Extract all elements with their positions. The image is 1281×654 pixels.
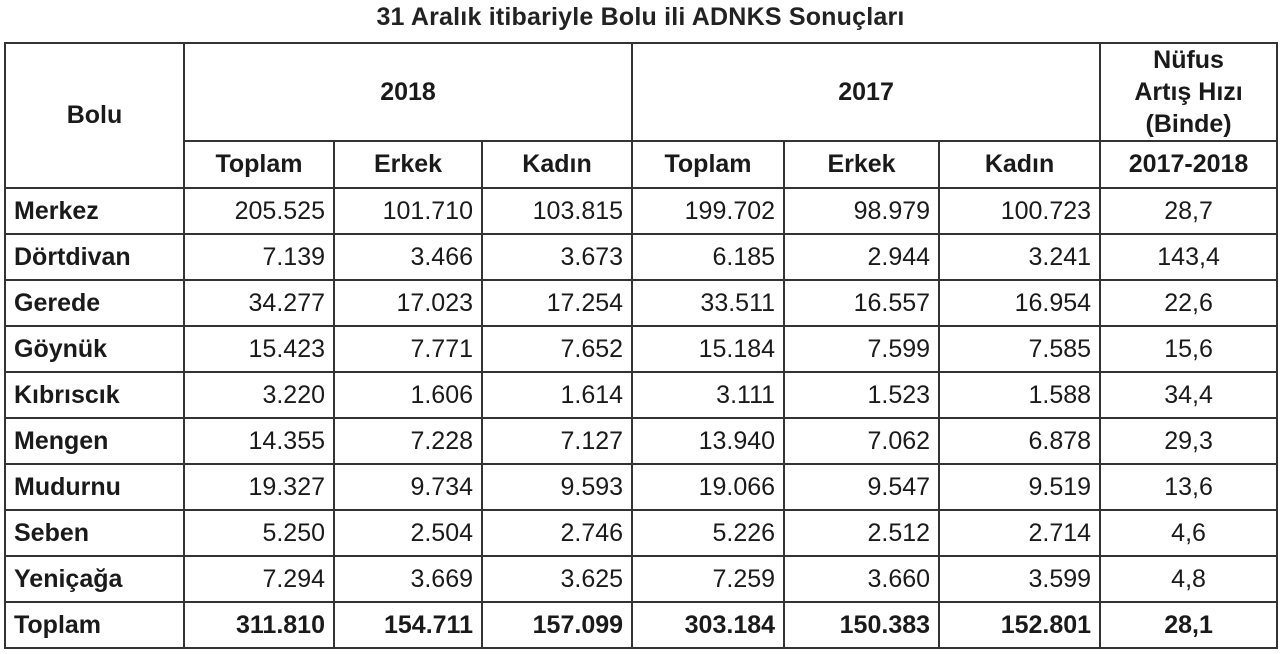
cell-growth-rate: 4,6: [1100, 510, 1277, 556]
cell-male-2017: 98.979: [784, 188, 939, 234]
cell-female-2017: 7.585: [939, 326, 1100, 372]
cell-total-2018: 205.525: [184, 188, 334, 234]
cell-total-2017: 7.259: [632, 556, 784, 602]
cell-total-2018: 311.810: [184, 602, 334, 648]
cell-total-2017: 13.940: [632, 418, 784, 464]
cell-total-2017: 199.702: [632, 188, 784, 234]
header-row-subcolumns: [5, 141, 1277, 188]
adnks-table: [4, 42, 1278, 649]
cell-male-2017: 3.660: [784, 556, 939, 602]
cell-female-2017: 3.241: [939, 234, 1100, 280]
cell-total-2018: 19.327: [184, 464, 334, 510]
district-name: Mengen: [5, 418, 184, 464]
cell-male-2018: 1.606: [334, 372, 482, 418]
cell-female-2017: 100.723: [939, 188, 1100, 234]
cell-male-2018: 2.504: [334, 510, 482, 556]
district-name: Göynük: [5, 326, 184, 372]
cell-total-2018: 7.139: [184, 234, 334, 280]
cell-total-2017: 6.185: [632, 234, 784, 280]
district-name: Mudurnu: [5, 464, 184, 510]
district-name: Gerede: [5, 280, 184, 326]
table-row: [5, 234, 1277, 280]
cell-male-2018: 3.466: [334, 234, 482, 280]
cell-growth-rate: 28,1: [1100, 602, 1277, 648]
cell-male-2017: 150.383: [784, 602, 939, 648]
cell-total-2018: 14.355: [184, 418, 334, 464]
cell-female-2018: 157.099: [482, 602, 632, 648]
table-row: [5, 418, 1277, 464]
cell-growth-rate: 28,7: [1100, 188, 1277, 234]
cell-female-2017: 152.801: [939, 602, 1100, 648]
cell-female-2017: 3.599: [939, 556, 1100, 602]
cell-total-2018: 34.277: [184, 280, 334, 326]
cell-male-2018: 9.734: [334, 464, 482, 510]
cell-total-2017: 33.511: [632, 280, 784, 326]
cell-male-2018: 7.228: [334, 418, 482, 464]
cell-female-2018: 7.652: [482, 326, 632, 372]
cell-male-2017: 9.547: [784, 464, 939, 510]
cell-total-2017: 5.226: [632, 510, 784, 556]
page-title: 31 Aralık itibariyle Bolu ili ADNKS Sonuçları: [376, 3, 905, 31]
cell-female-2017: 1.588: [939, 372, 1100, 418]
cell-male-2018: 101.710: [334, 188, 482, 234]
cell-male-2017: 1.523: [784, 372, 939, 418]
region-header: Bolu: [5, 43, 184, 188]
cell-female-2018: 3.673: [482, 234, 632, 280]
cell-female-2018: 3.625: [482, 556, 632, 602]
district-name: Seben: [5, 510, 184, 556]
rate-header: [1100, 43, 1277, 141]
cell-male-2018: 154.711: [334, 602, 482, 648]
table-row: [5, 188, 1277, 234]
cell-female-2018: 1.614: [482, 372, 632, 418]
table-row: [5, 280, 1277, 326]
cell-male-2018: 3.669: [334, 556, 482, 602]
cell-total-2017: 19.066: [632, 464, 784, 510]
cell-female-2018: 7.127: [482, 418, 632, 464]
table-row: [5, 510, 1277, 556]
cell-female-2018: 17.254: [482, 280, 632, 326]
district-name: Kıbrıscık: [5, 372, 184, 418]
cell-male-2017: 7.599: [784, 326, 939, 372]
table-row: [5, 556, 1277, 602]
subheader-total-2018: Toplam: [184, 141, 334, 188]
year-2018-header: 2018: [184, 43, 632, 141]
cell-growth-rate: 4,8: [1100, 556, 1277, 602]
cell-growth-rate: 22,6: [1100, 280, 1277, 326]
cell-growth-rate: 15,6: [1100, 326, 1277, 372]
cell-total-2018: 15.423: [184, 326, 334, 372]
cell-female-2017: 2.714: [939, 510, 1100, 556]
cell-growth-rate: 34,4: [1100, 372, 1277, 418]
rate-header-line1: Nüfus: [1153, 46, 1224, 74]
district-name: Yeniçağa: [5, 556, 184, 602]
cell-male-2017: 2.944: [784, 234, 939, 280]
cell-growth-rate: 143,4: [1100, 234, 1277, 280]
cell-male-2017: 16.557: [784, 280, 939, 326]
district-name: Toplam: [5, 602, 184, 648]
cell-female-2017: 16.954: [939, 280, 1100, 326]
cell-female-2017: 9.519: [939, 464, 1100, 510]
cell-total-2018: 7.294: [184, 556, 334, 602]
cell-total-2017: 15.184: [632, 326, 784, 372]
subheader-female-2017: Kadın: [939, 141, 1100, 188]
cell-female-2017: 6.878: [939, 418, 1100, 464]
district-name: Merkez: [5, 188, 184, 234]
cell-female-2018: 103.815: [482, 188, 632, 234]
district-name: Dörtdivan: [5, 234, 184, 280]
cell-male-2017: 7.062: [784, 418, 939, 464]
total-row: [5, 602, 1277, 648]
table-body: [5, 188, 1277, 648]
subheader-male-2018: Erkek: [334, 141, 482, 188]
cell-total-2017: 3.111: [632, 372, 784, 418]
cell-male-2018: 17.023: [334, 280, 482, 326]
cell-total-2017: 303.184: [632, 602, 784, 648]
year-2017-header: 2017: [632, 43, 1100, 141]
table-row: [5, 464, 1277, 510]
header-row-years: [5, 43, 1277, 141]
rate-header-line3: (Binde): [1145, 110, 1232, 138]
cell-total-2018: 5.250: [184, 510, 334, 556]
cell-total-2018: 3.220: [184, 372, 334, 418]
subheader-female-2018: Kadın: [482, 141, 632, 188]
subheader-male-2017: Erkek: [784, 141, 939, 188]
rate-header-line2: Artış Hızı: [1134, 78, 1243, 106]
cell-male-2018: 7.771: [334, 326, 482, 372]
cell-female-2018: 9.593: [482, 464, 632, 510]
cell-male-2017: 2.512: [784, 510, 939, 556]
cell-growth-rate: 29,3: [1100, 418, 1277, 464]
subheader-total-2017: Toplam: [632, 141, 784, 188]
cell-female-2018: 2.746: [482, 510, 632, 556]
table-row: [5, 326, 1277, 372]
cell-growth-rate: 13,6: [1100, 464, 1277, 510]
table-row: [5, 372, 1277, 418]
rate-period-header: 2017-2018: [1100, 141, 1277, 188]
